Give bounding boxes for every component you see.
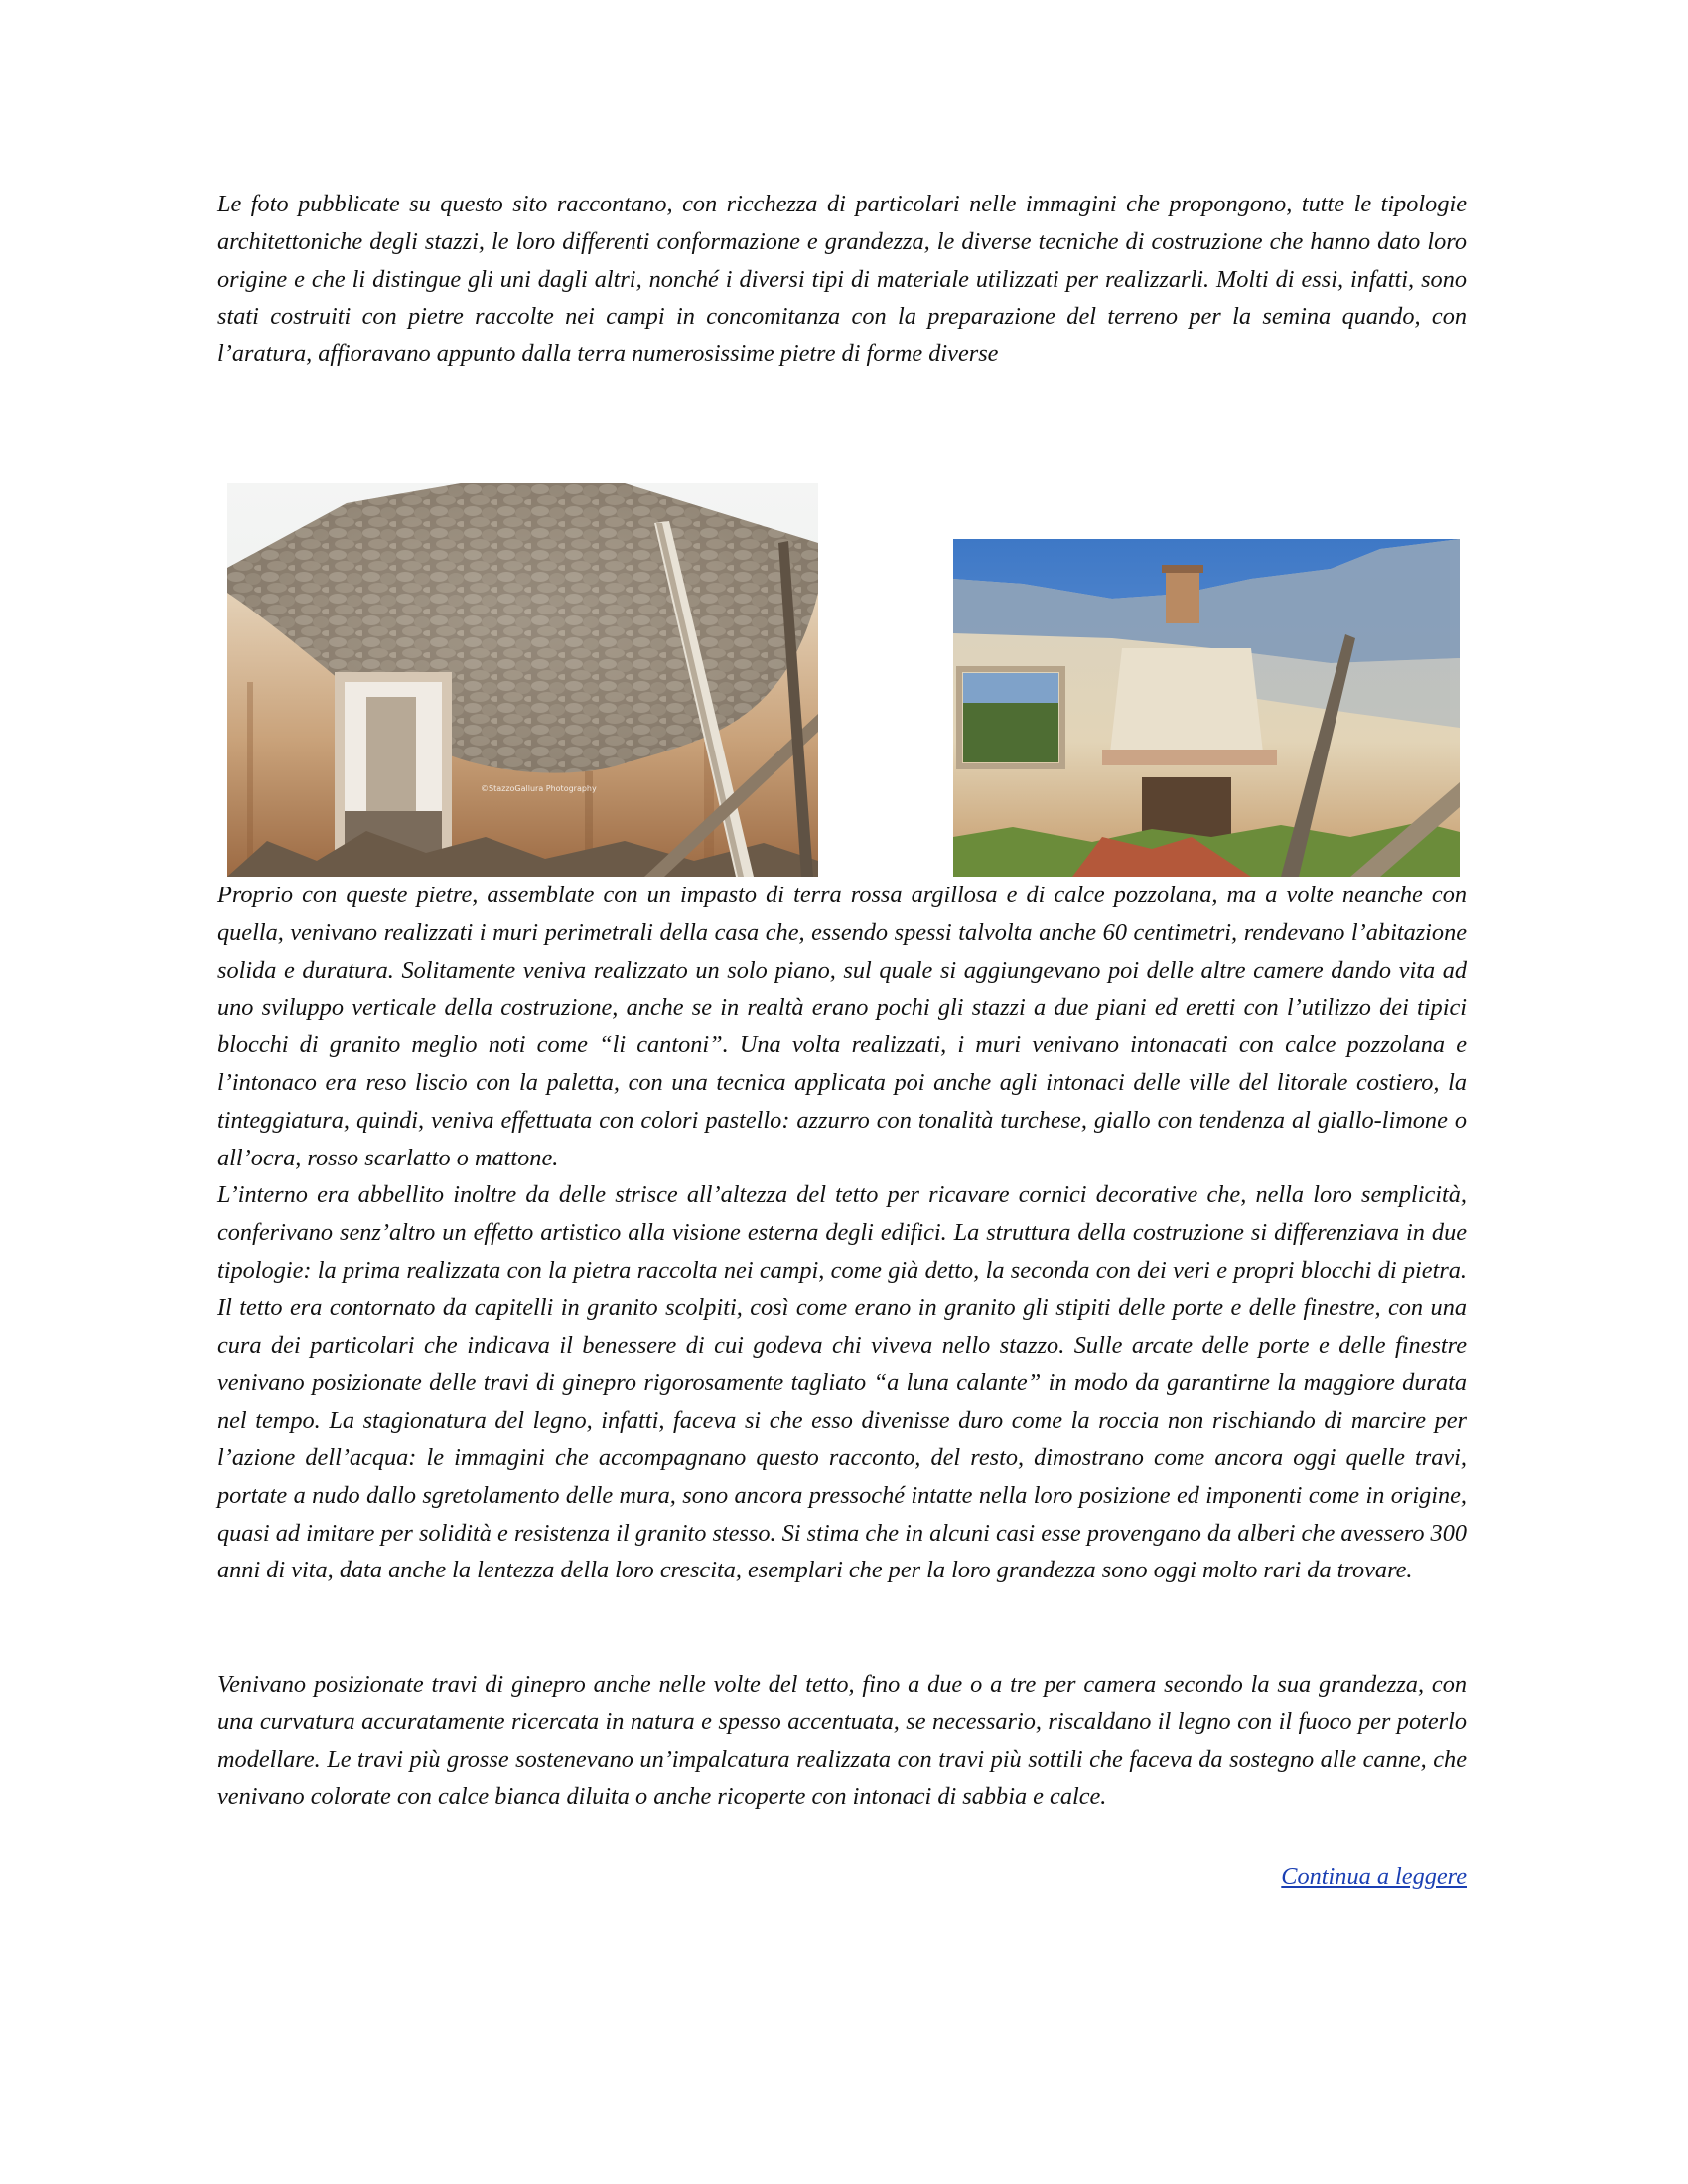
- closing-paragraph-block: [217, 1666, 1467, 1816]
- blue-wall-ruin-icon: [953, 539, 1460, 877]
- body-text-block: [217, 877, 1467, 1589]
- photo-watermark: ©StazzoGallura Photography: [481, 784, 597, 793]
- body-paragraph-1: Proprio con queste pietre, assemblate con un impasto di terra rossa argillosa e di calce pozzolana, ma a volte neanche con quella, venivano realizzati i muri perimetrali della casa che, essendo spessi talvolta anche 60 centimetri, rendevano l’abitazione solida e duratura. Solitamente veniva realizzato un solo piano, sul quale si aggiungevano poi delle altre camere dando vita ad uno sviluppo verticale della costruzione, anche se in realtà erano pochi gli stazzi a due piani ed eretti con l’utilizzo dei tipici blocchi di granito meglio noti come “li cantoni”. Una volta realizzati, i muri venivano intonacati con calce pozzolana e l’intonaco era reso liscio con la paletta, con una tecnica applicata poi anche agli intonaci delle ville del litorale costiero, la tinteggiatura, quindi, veniva effettuata con colori pastello: azzurro con tonalità turchese, giallo con tendenza al giallo-limone o all’ocra, rosso scarlatto o mattone.: [217, 882, 1467, 1171]
- closing-paragraph: Venivano posizionate travi di ginepro anche nelle volte del tetto, fino a due o a tre per camera secondo la sua grandezza, con una curvatura accuratamente ricercata in natura e spesso accentuata, se necessario, riscaldano il legno con il fuoco per poterlo modellare. Le travi più grosse sostenevano un’impalcatura realizzata con travi più sottili che faceva da sostegno alle canne, che venivano colorate con calce bianca diluita o anche ricoperte con intonaci di sabbia e calce.: [217, 1671, 1467, 1811]
- intro-paragraph-block: [217, 186, 1467, 373]
- blue-wall-ruin-photo: [953, 539, 1460, 877]
- stone-wall-ruin-photo: [227, 483, 818, 877]
- intro-paragraph: Le foto pubblicate su questo sito raccontano, con ricchezza di particolari nelle immagini che propongono, tutte le tipologie architettoniche degli stazzi, le loro differenti conformazione e grandezza, le diverse tecniche di costruzione che hanno dato loro origine e che li distingue gli uni dagli altri, nonché i diversi tipi di materiale utilizzati per realizzarli. Molti di essi, infatti, sono stati costruiti con pietre raccolte nei campi in concomitanza con la preparazione del terreno per la semina quando, con l’aratura, affioravano appunto dalla terra numerosissime pietre di forme diverse: [217, 191, 1467, 368]
- stone-wall-ruin-icon: [227, 483, 818, 877]
- body-paragraph-2: L’interno era abbellito inoltre da delle strisce all’altezza del tetto per ricavare cornici decorative che, nella loro semplicità, conferivano senz’altro un effetto artistico alla visione esterna degli edifici. La struttura della costruzione si differenziava in due tipologie: la prima realizzata con la pietra raccolta nei campi, come già detto, la seconda con dei veri e propri blocchi di pietra. Il tetto era contornato da capitelli in granito scolpiti, così come erano in granito gli stipiti delle porte e delle finestre, con una cura dei particolari che indicava il benessere di cui godeva chi viveva nello stazzo. Sulle arcate delle porte e delle finestre venivano posizionate delle travi di ginepro rigorosamente tagliato “a luna calante” in modo da garantirne la maggiore durata nel tempo. La stagionatura del legno, infatti, faceva si che esso divenisse duro come la roccia non rischiando di marcire per l’azione dell’acqua: le immagini che accompagnano questo racconto, del resto, dimostrano come ancora oggi quelle travi, portate a nudo dallo sgretolamento delle mura, sono ancora pressoché intatte nella loro posizione ed imponenti come in origine, quasi ad imitare per solidità e resistenza il granito stesso. Si stima che in alcuni casi esse provengano da alberi che avessero 300 anni di vita, data anche la lentezza della loro crescita, esemplari che per la loro grandezza sono oggi molto rari da trovare.: [217, 1181, 1467, 1584]
- continue-reading-link[interactable]: Continua a leggere: [1281, 1863, 1467, 1890]
